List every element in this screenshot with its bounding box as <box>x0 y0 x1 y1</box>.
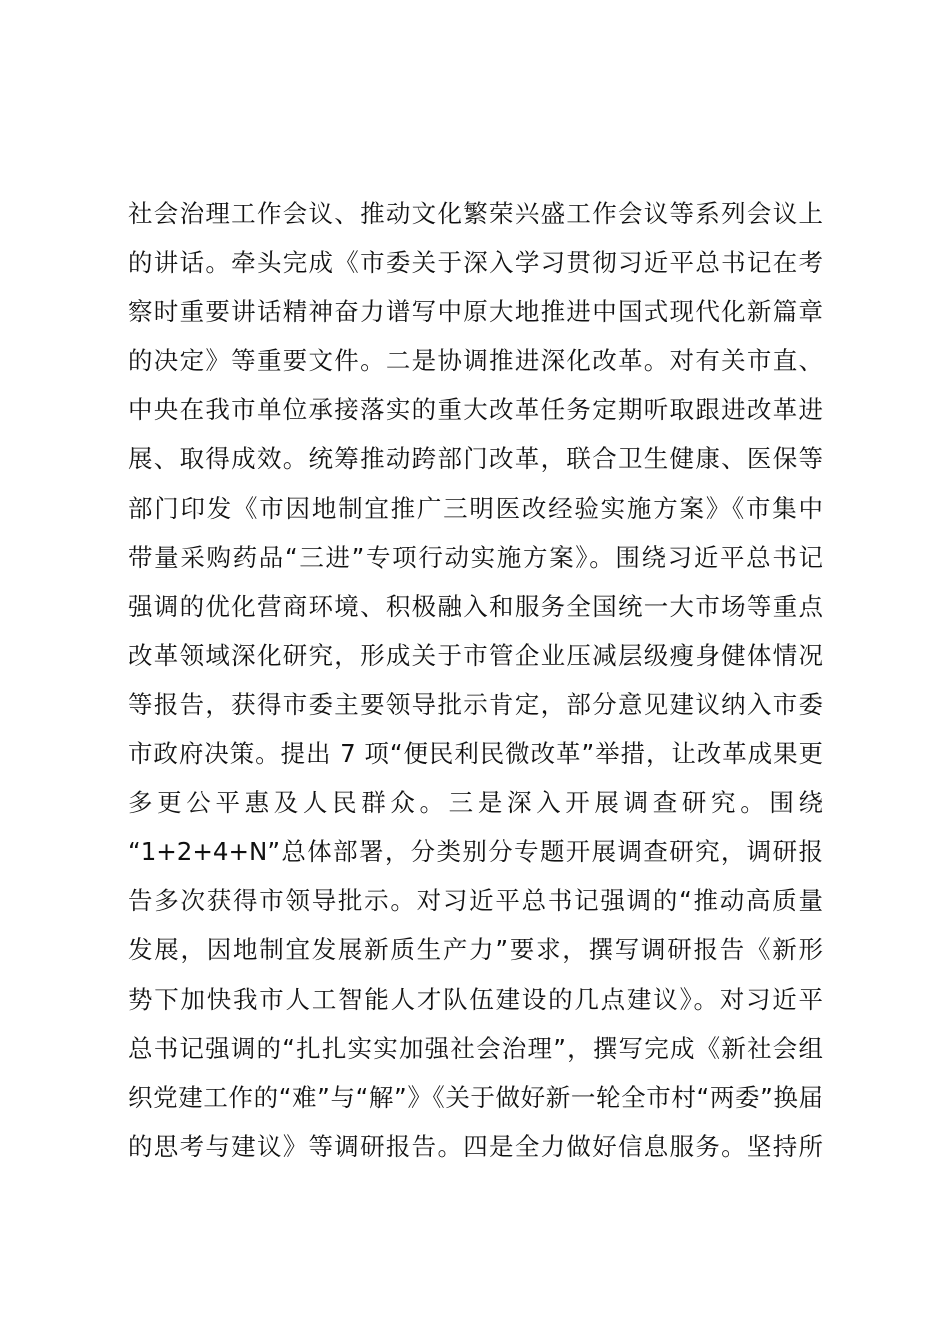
text-line-17: 势下加快我市人工智能人才队伍建设的几点建议》。对习近平 <box>128 984 823 1014</box>
text-line-13: 多更公平惠及人民群众。三是深入开展调查研究。围绕 <box>128 788 823 818</box>
text-line-18: 总书记强调的“扎扎实实加强社会治理”，撰写完成《新社会组 <box>128 1033 823 1063</box>
text-line-3: 察时重要讲话精神奋力谱写中原大地推进中国式现代化新篇章 <box>128 297 823 327</box>
text-line-1: 社会治理工作会议、推动文化繁荣兴盛工作会议等系列会议上 <box>128 199 823 228</box>
text-line-14: “1+2+4+N”总体部署，分类别分专题开展调查研究，调研报 <box>128 837 823 867</box>
text-line-12: 市政府决策。提出 7 项“便民利民微改革”举措，让改革成果更 <box>128 739 823 769</box>
text-line-5: 中央在我市单位承接落实的重大改革任务定期听取跟进改革进 <box>128 395 823 425</box>
text-line-16: 发展，因地制宜发展新质生产力”要求，撰写调研报告《新形 <box>128 935 823 965</box>
text-line-2: 的讲话。牵头完成《市委关于深入学习贯彻习近平总书记在考 <box>128 248 823 278</box>
body-paragraph <box>128 189 828 1171</box>
text-line-10: 改革领域深化研究，形成关于市管企业压减层级瘦身健体情况 <box>128 640 823 670</box>
text-line-9: 强调的优化营商环境、积极融入和服务全国统一大市场等重点 <box>128 591 823 621</box>
text-line-7: 部门印发《市因地制宜推广三明医改经验实施方案》《市集中 <box>128 493 823 523</box>
text-line-6: 展、取得成效。统筹推动跨部门改革，联合卫生健康、医保等 <box>128 444 823 474</box>
text-line-19: 织党建工作的“难”与“解”》《关于做好新一轮全市村“两委”换届 <box>128 1082 823 1112</box>
text-line-20: 的思考与建议》等调研报告。四是全力做好信息服务。坚持所 <box>128 1131 823 1161</box>
text-line-8: 带量采购药品“三进”专项行动实施方案》。围绕习近平总书记 <box>128 542 823 572</box>
text-line-4: 的决定》等重要文件。二是协调推进深化改革。对有关市直、 <box>128 346 823 376</box>
text-line-15: 告多次获得市领导批示。对习近平总书记强调的“推动高质量 <box>128 886 823 916</box>
text-line-11: 等报告，获得市委主要领导批示肯定，部分意见建议纳入市委 <box>128 689 823 719</box>
